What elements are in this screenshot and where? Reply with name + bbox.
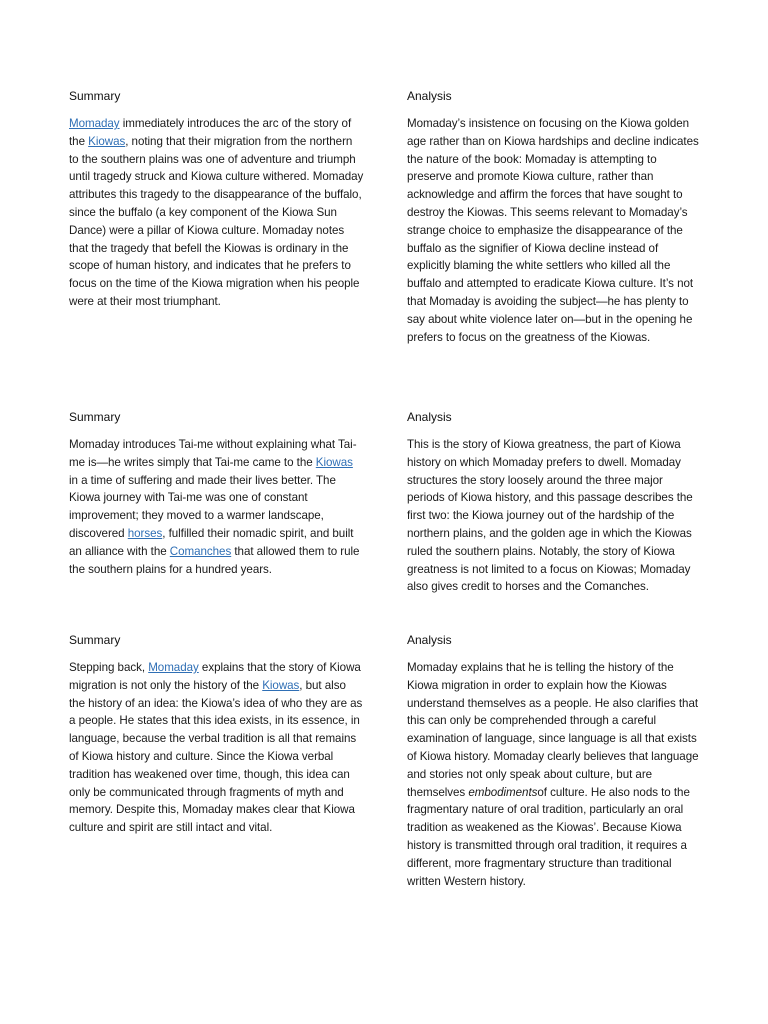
analysis-column: [407, 410, 702, 596]
summary-text: Momaday immediately introduces the arc of the story of the Kiowas, noting that their migration from the northern to the southern plains was one of adventure and triumph until tragedy struck and Kiowa culture withered. Momaday attributes this tragedy to the disappearance of the buffalo, since the buffalo (a key component of the Kiowa Sun Dance) were a pillar of Kiowa culture. Momaday notes that the tragedy that befell the Kiowas is ordinary in the scope of human history, and indicates that he prefers to focus on the time of the Kiowa migration when his people were at their most triumphant.: [69, 117, 364, 308]
analysis-text: This is the story of Kiowa greatness, the part of Kiowa history on which Momaday prefers to dwell. Momaday structures the story loosely around the three major periods of Kiowa history, and this passage describes the first two: the Kiowa journey out of the hardship of the northern plains, and the golden age in which the Kiowas ruled the southern plains. Notably, the story of Kiowa greatness is not limited to a focus on Kiowas; Momaday also gives credit to horses and the Comanches.: [407, 438, 693, 594]
summary-text: Momaday introduces Tai-me without explaining what Tai-me is—he writes simply that Tai-me came to the Kiowas in a time of suffering and made their lives better. The Kiowa journey with Tai-me was one of constant improvement; they moved to a warmer landscape, discovered horses, fulfilled their nomadic spirit, and built an alliance with the Comanches that allowed them to rule the southern plains for a hundred years.: [69, 438, 360, 576]
summary-heading: Summary: [69, 410, 121, 424]
analysis-column: [407, 89, 702, 346]
kiowas-link[interactable]: Kiowas: [315, 455, 353, 469]
horses-link[interactable]: horses: [127, 526, 163, 540]
summary-column: [69, 633, 364, 837]
emphasis-embodiments: embodiments: [468, 785, 538, 799]
summary-text: Stepping back, Momaday explains that the story of Kiowa migration is not only the history of the Kiowas, but also the history of an idea: the Kiowa’s idea of who they are as a people. He states that this idea exists, in its essence, in language, because the verbal tradition is all that remains of Kiowa history and culture. Since the Kiowa verbal tradition has weakened over time, though, this idea can only be communicated through fragments of myth and memory. Despite this, Momaday makes clear that Kiowa culture and spirit are still intact and vital.: [69, 661, 363, 835]
kiowas-link[interactable]: Kiowas: [88, 134, 126, 148]
comanches-link[interactable]: Comanches: [169, 544, 232, 558]
analysis-heading: Analysis: [407, 633, 452, 647]
analysis-column: [407, 633, 702, 890]
analysis-text: Momaday’s insistence on focusing on the Kiowa golden age rather than on Kiowa hardships and decline indicates the nature of the book: Momaday is attempting to preserve and promote Kiowa culture, rather than acknowledge and affirm the forces that have sought to destroy the Kiowas. This seems relevant to Momaday’s strange choice to emphasize the disappearance of the buffalo as the signifier of Kiowa decline instead of explicitly blaming the white settlers who killed all the buffalo and attempted to eradicate Kiowa culture. It’s not that Momaday is avoiding the subject—he has plenty to say about white violence later on—but in the opening he prefers to focus on the greatness of the Kiowas.: [407, 117, 699, 344]
momaday-link[interactable]: Momaday: [148, 661, 199, 674]
summary-column: [69, 89, 364, 311]
analysis-text: Momaday explains that he is telling the history of the Kiowa migration in order to explain how the Kiowas understand themselves as a people. He also clarifies that this can only be comprehended through a careful examination of language, since language is all that exists of Kiowa history. Momaday clearly believes that language and stories not only speak about culture, but are themselves embodimentsof culture. He also nods to the fragmentary nature of oral tradition, particularly an oral tradition as weakened as the Kiowas’. Because Kiowa history is transmitted through oral tradition, it requires a different, more fragmentary structure than traditional written Western history.: [407, 661, 699, 888]
summary-heading: Summary: [69, 89, 121, 103]
kiowas-link[interactable]: Kiowas: [262, 678, 300, 692]
momaday-link[interactable]: Momaday: [69, 117, 120, 130]
analysis-heading: Analysis: [407, 410, 452, 424]
summary-column: [69, 410, 364, 578]
analysis-heading: Analysis: [407, 89, 452, 103]
summary-heading: Summary: [69, 633, 121, 647]
